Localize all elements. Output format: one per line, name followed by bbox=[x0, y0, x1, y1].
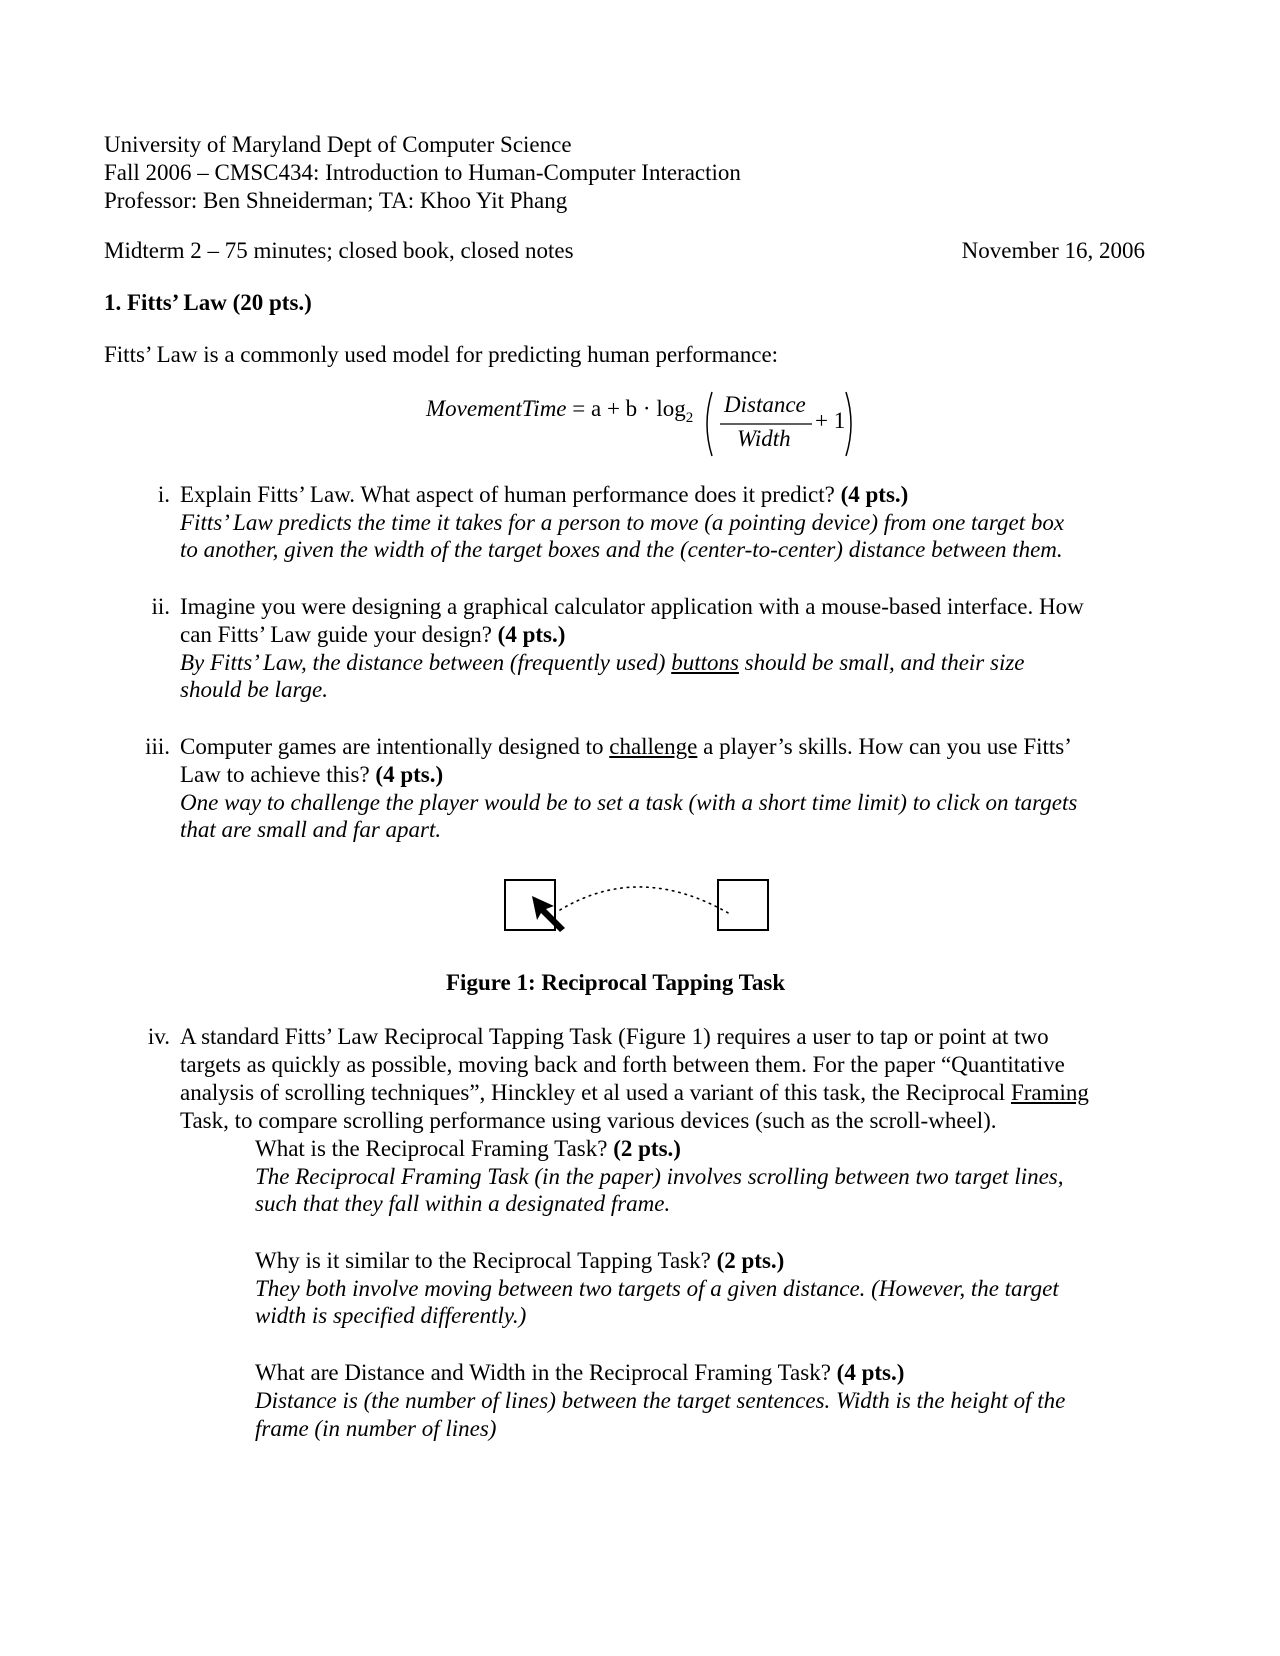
subq2-answer-line1: They both involve moving between two targets of a given distance. (However, the target bbox=[255, 1276, 1059, 1301]
question-i-text: Explain Fitts’ Law. What aspect of human performance does it predict? (4 pts.) bbox=[180, 482, 909, 507]
question-i-number: i. bbox=[157, 482, 170, 507]
subq3-answer-line2: frame (in number of lines) bbox=[255, 1416, 497, 1441]
answer-iii-line2: that are small and far apart. bbox=[180, 817, 442, 842]
question-iii-number: iii. bbox=[145, 734, 170, 759]
section-title: 1. Fitts’ Law (20 pts.) bbox=[104, 290, 312, 315]
question-ii-line2: can Fitts’ Law guide your design? (4 pts.) bbox=[180, 622, 566, 647]
figure-caption: Figure 1: Reciprocal Tapping Task bbox=[446, 970, 786, 995]
answer-ii-line2: should be large. bbox=[180, 677, 328, 702]
question-iv-line2: targets as quickly as possible, moving back and forth between them. For the paper “Quantitative bbox=[180, 1052, 1065, 1077]
answer-iii-line1: One way to challenge the player would be to set a task (with a short time limit) to click on targets bbox=[180, 790, 1078, 815]
subq1-question: What is the Reciprocal Framing Task? (2 pts.) bbox=[255, 1136, 681, 1161]
question-i-points: (4 pts.) bbox=[840, 482, 909, 507]
equation-plus-one: + 1 bbox=[815, 408, 846, 433]
question-ii-number: ii. bbox=[151, 594, 170, 619]
subq2-question: Why is it similar to the Reciprocal Tapping Task? (2 pts.) bbox=[255, 1248, 785, 1273]
equation-denominator: Width bbox=[737, 426, 791, 451]
question-iii-line1: Computer games are intentionally designed to challenge a player’s skills. How can you use Fitts’ bbox=[180, 734, 1072, 759]
left-paren bbox=[707, 392, 712, 456]
question-iv-line4: Task, to compare scrolling performance using various devices (such as the scroll-wheel). bbox=[180, 1108, 997, 1133]
question-iii-points: (4 pts.) bbox=[375, 762, 444, 787]
subq2-answer-line2: width is specified differently.) bbox=[255, 1303, 527, 1328]
subq3-question: What are Distance and Width in the Reciprocal Framing Task? (4 pts.) bbox=[255, 1360, 905, 1385]
question-iv-number: iv. bbox=[147, 1024, 170, 1049]
subq2-points: (2 pts.) bbox=[716, 1248, 785, 1273]
header-university: University of Maryland Dept of Computer Science bbox=[104, 132, 572, 157]
figure-reciprocal-tapping bbox=[490, 868, 780, 938]
subq1-answer-line2: such that they fall within a designated frame. bbox=[255, 1191, 671, 1216]
question-iii-line2: Law to achieve this? (4 pts.) bbox=[180, 762, 444, 787]
equation-numerator: Distance bbox=[724, 392, 806, 417]
header-professor: Professor: Ben Shneiderman; TA: Khoo Yit Phang bbox=[104, 188, 568, 213]
section-intro: Fitts’ Law is a commonly used model for predicting human performance: bbox=[104, 342, 779, 367]
subq3-answer-line1: Distance is (the number of lines) between the target sentences. Width is the height of the bbox=[255, 1388, 1066, 1413]
exam-date: November 16, 2006 bbox=[961, 238, 1145, 263]
answer-ii-line1: By Fitts’ Law, the distance between (frequently used) buttons should be small, and their size bbox=[180, 650, 1025, 675]
answer-i-line2: to another, given the width of the target boxes and the (center-to-center) distance between them. bbox=[180, 537, 1063, 562]
movement-path bbox=[560, 887, 730, 914]
subq3-points: (4 pts.) bbox=[836, 1360, 905, 1385]
question-iv-line1: A standard Fitts’ Law Reciprocal Tapping Task (Figure 1) requires a user to tap or point at two bbox=[180, 1024, 1049, 1049]
answer-i-line1: Fitts’ Law predicts the time it takes for a person to move (a pointing device) from one target box bbox=[180, 510, 1065, 535]
equation-lhs: MovementTime bbox=[426, 396, 567, 421]
subq1-answer-line1: The Reciprocal Framing Task (in the paper) involves scrolling between two target lines, bbox=[255, 1164, 1064, 1189]
question-ii-points: (4 pts.) bbox=[497, 622, 566, 647]
exam-info: Midterm 2 – 75 minutes; closed book, closed notes bbox=[104, 238, 574, 263]
question-iv-line3: analysis of scrolling techniques”, Hinckley et al used a variant of this task, the Reciprocal Framing bbox=[180, 1080, 1089, 1105]
cursor-arrow-icon bbox=[532, 896, 565, 932]
question-ii-line1: Imagine you were designing a graphical calculator application with a mouse-based interface. How bbox=[180, 594, 1084, 619]
header-course: Fall 2006 – CMSC434: Introduction to Human-Computer Interaction bbox=[104, 160, 741, 185]
target-box-right bbox=[718, 880, 768, 930]
right-paren bbox=[846, 392, 851, 456]
equation-subscript: 2 bbox=[685, 410, 694, 426]
subq1-points: (2 pts.) bbox=[613, 1136, 681, 1161]
equation-mid: = a + b · log bbox=[566, 396, 686, 421]
